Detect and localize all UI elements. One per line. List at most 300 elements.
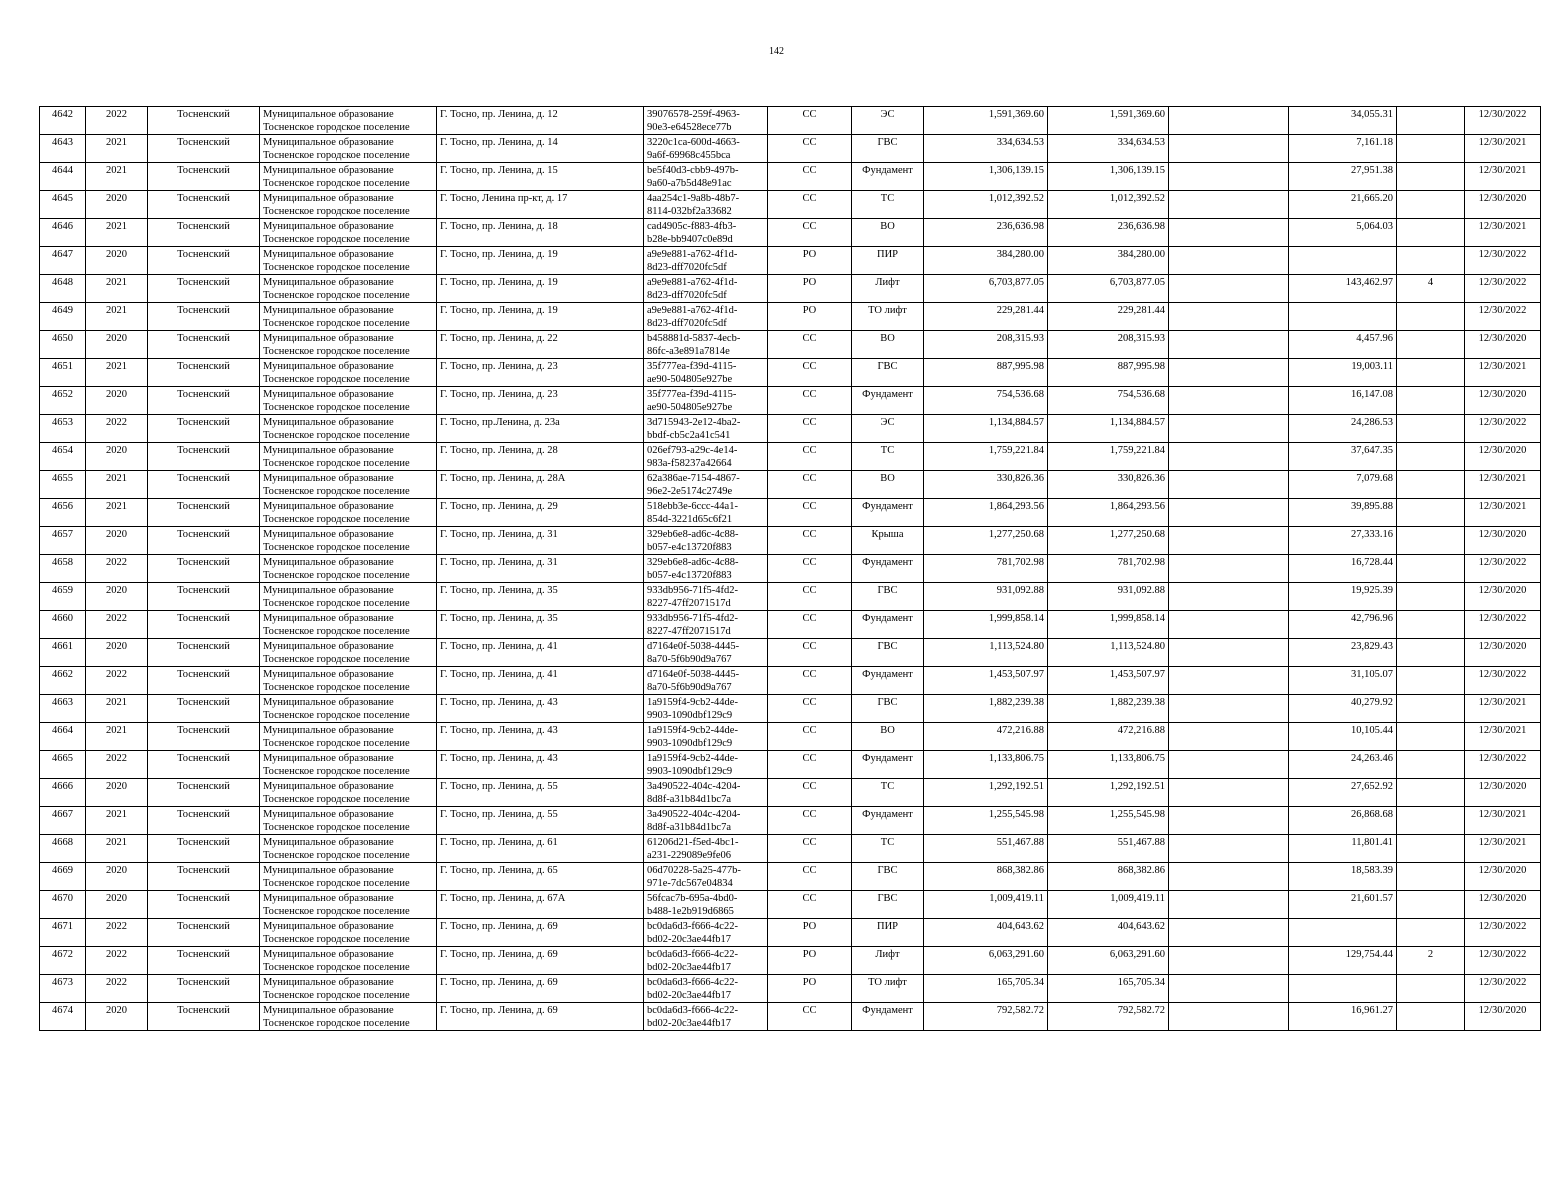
cell-count [1397,359,1465,387]
cell-work-type: Фундамент [852,499,924,527]
registry-table [39,106,1541,1031]
cell-work-type: ТС [852,835,924,863]
cell-sum-other [1169,695,1289,723]
cell-work-type: ЭС [852,107,924,135]
table-row [40,247,1541,275]
cell-municipality-line: Муниципальное образование [263,361,394,372]
cell-sum-other [1169,247,1289,275]
cell-municipality-line: Муниципальное образование [263,697,394,708]
cell-guid [644,891,768,919]
cell-sum-extra: 27,333.16 [1289,527,1397,555]
cell-municipality-line: Муниципальное образование [263,333,394,344]
cell-address: Г. Тосно, пр. Ленина, д. 28А [437,471,644,499]
cell-sum-total: 1,306,139.15 [924,163,1048,191]
cell-sum-other [1169,611,1289,639]
cell-sum-total: 236,636.98 [924,219,1048,247]
cell-guid-line: bc0da6d3-f666-4c22- [647,977,738,988]
cell-sum-other [1169,891,1289,919]
cell-sum-total: 1,882,239.38 [924,695,1048,723]
cell-guid-line: 3a490522-404c-4204- [647,809,741,820]
cell-district: Тосненский [148,527,260,555]
cell-sum-other [1169,667,1289,695]
cell-municipality-line: Муниципальное образование [263,921,394,932]
cell-guid-line: 06d70228-5a25-477b- [647,865,741,876]
cell-year: 2022 [86,555,148,583]
cell-guid-line: 4aa254c1-9a8b-48b7- [647,193,740,204]
cell-sum-fund: 887,995.98 [1048,359,1169,387]
cell-municipality-line: Тосненское городское поселение [263,682,410,693]
cell-source: СС [768,191,852,219]
cell-district: Тосненский [148,275,260,303]
cell-number: 4662 [40,667,86,695]
cell-address: Г. Тосно, пр. Ленина, д. 19 [437,275,644,303]
cell-date: 12/30/2020 [1465,891,1541,919]
cell-guid-line: 329eb6e8-ad6c-4c88- [647,557,739,568]
cell-sum-total: 1,453,507.97 [924,667,1048,695]
cell-sum-total: 1,012,392.52 [924,191,1048,219]
cell-guid [644,723,768,751]
cell-sum-fund: 330,826.36 [1048,471,1169,499]
cell-sum-other [1169,975,1289,1003]
cell-municipality-line: Муниципальное образование [263,305,394,316]
cell-count [1397,219,1465,247]
cell-work-type: Фундамент [852,387,924,415]
cell-municipality [260,443,437,471]
cell-date: 12/30/2020 [1465,639,1541,667]
cell-guid-line: 86fc-a3e891a7814e [647,346,730,357]
cell-address: Г. Тосно, пр. Ленина, д. 69 [437,975,644,1003]
cell-municipality-line: Муниципальное образование [263,725,394,736]
cell-sum-total: 1,133,806.75 [924,751,1048,779]
cell-municipality-line: Тосненское городское поселение [263,710,410,721]
cell-sum-total: 551,467.88 [924,835,1048,863]
cell-sum-other [1169,331,1289,359]
cell-municipality-line: Тосненское городское поселение [263,850,410,861]
cell-municipality-line: Тосненское городское поселение [263,1018,410,1029]
cell-municipality [260,247,437,275]
cell-count [1397,527,1465,555]
cell-address: Г. Тосно, пр. Ленина, д. 35 [437,611,644,639]
cell-sum-fund: 1,277,250.68 [1048,527,1169,555]
cell-date: 12/30/2021 [1465,723,1541,751]
cell-district: Тосненский [148,667,260,695]
cell-work-type: Крыша [852,527,924,555]
cell-guid-line: 329eb6e8-ad6c-4c88- [647,529,739,540]
cell-sum-extra: 5,064.03 [1289,219,1397,247]
cell-number: 4670 [40,891,86,919]
cell-date: 12/30/2022 [1465,667,1541,695]
cell-sum-total: 868,382.86 [924,863,1048,891]
cell-sum-extra: 143,462.97 [1289,275,1397,303]
table-row [40,723,1541,751]
cell-date: 12/30/2020 [1465,331,1541,359]
cell-sum-total: 887,995.98 [924,359,1048,387]
cell-municipality-line: Тосненское городское поселение [263,150,410,161]
cell-guid-line: 9903-1090dbf129c9 [647,710,733,721]
cell-municipality-line: Тосненское городское поселение [263,318,410,329]
cell-source: СС [768,779,852,807]
cell-municipality-line: Тосненское городское поселение [263,654,410,665]
cell-source: РО [768,303,852,331]
cell-guid [644,107,768,135]
cell-number: 4661 [40,639,86,667]
cell-sum-extra: 7,079.68 [1289,471,1397,499]
cell-number: 4644 [40,163,86,191]
cell-guid-line: 3d715943-2e12-4ba2- [647,417,741,428]
table-row [40,387,1541,415]
cell-sum-extra: 21,601.57 [1289,891,1397,919]
cell-municipality [260,387,437,415]
cell-address: Г. Тосно, пр. Ленина, д. 41 [437,667,644,695]
cell-number: 4653 [40,415,86,443]
cell-municipality-line: Муниципальное образование [263,893,394,904]
cell-guid-line: bbdf-cb5c2a41c541 [647,430,731,441]
cell-guid [644,555,768,583]
cell-sum-other [1169,1003,1289,1031]
cell-sum-extra: 10,105.44 [1289,723,1397,751]
cell-sum-total: 1,009,419.11 [924,891,1048,919]
cell-guid [644,835,768,863]
cell-district: Тосненский [148,443,260,471]
cell-guid-line: b488-1e2b919d6865 [647,906,734,917]
cell-guid [644,639,768,667]
cell-district: Тосненский [148,583,260,611]
cell-district: Тосненский [148,471,260,499]
cell-number: 4651 [40,359,86,387]
table-row [40,863,1541,891]
cell-sum-extra [1289,303,1397,331]
cell-guid-line: d7164e0f-5038-4445- [647,641,740,652]
cell-municipality-line: Муниципальное образование [263,249,394,260]
cell-municipality-line: Муниципальное образование [263,753,394,764]
cell-number: 4656 [40,499,86,527]
cell-year: 2022 [86,415,148,443]
cell-year: 2020 [86,387,148,415]
cell-number: 4660 [40,611,86,639]
cell-sum-total: 931,092.88 [924,583,1048,611]
cell-guid-line: 983a-f58237a42664 [647,458,732,469]
cell-guid-line: 854d-3221d65c6f21 [647,514,733,525]
cell-count [1397,779,1465,807]
cell-source: СС [768,807,852,835]
cell-municipality [260,107,437,135]
cell-number: 4667 [40,807,86,835]
cell-work-type: ГВС [852,639,924,667]
cell-count [1397,667,1465,695]
cell-sum-extra: 16,728.44 [1289,555,1397,583]
cell-number: 4671 [40,919,86,947]
cell-year: 2020 [86,583,148,611]
table-row [40,807,1541,835]
cell-work-type: ВО [852,331,924,359]
cell-number: 4664 [40,723,86,751]
table-row [40,415,1541,443]
cell-source: СС [768,723,852,751]
table-row [40,359,1541,387]
cell-district: Тосненский [148,191,260,219]
cell-sum-extra: 27,951.38 [1289,163,1397,191]
cell-district: Тосненский [148,387,260,415]
cell-year: 2020 [86,191,148,219]
cell-count [1397,387,1465,415]
cell-source: СС [768,219,852,247]
cell-municipality [260,555,437,583]
cell-sum-fund: 868,382.86 [1048,863,1169,891]
cell-municipality [260,527,437,555]
table-row [40,891,1541,919]
cell-sum-extra: 19,925.39 [1289,583,1397,611]
cell-source: СС [768,667,852,695]
cell-guid-line: cad4905c-f883-4fb3- [647,221,737,232]
cell-address: Г. Тосно, пр. Ленина, д. 22 [437,331,644,359]
cell-sum-extra: 18,583.39 [1289,863,1397,891]
cell-guid-line: bc0da6d3-f666-4c22- [647,1005,738,1016]
cell-municipality [260,751,437,779]
cell-municipality-line: Тосненское городское поселение [263,570,410,581]
cell-guid-line: bd02-20c3ae44fb17 [647,962,731,973]
cell-district: Тосненский [148,163,260,191]
cell-guid-line: 1a9159f4-9cb2-44de- [647,753,738,764]
cell-municipality-line: Муниципальное образование [263,585,394,596]
cell-year: 2020 [86,527,148,555]
cell-address: Г. Тосно, пр. Ленина, д. 65 [437,863,644,891]
cell-year: 2020 [86,331,148,359]
table-row [40,639,1541,667]
cell-year: 2021 [86,471,148,499]
cell-address: Г. Тосно, пр. Ленина, д. 43 [437,723,644,751]
cell-address: Г. Тосно, пр.Ленина, д. 23а [437,415,644,443]
cell-date: 12/30/2021 [1465,135,1541,163]
cell-date: 12/30/2021 [1465,359,1541,387]
cell-address: Г. Тосно, пр. Ленина, д. 29 [437,499,644,527]
cell-municipality-line: Тосненское городское поселение [263,402,410,413]
cell-sum-other [1169,499,1289,527]
cell-count [1397,975,1465,1003]
cell-municipality-line: Муниципальное образование [263,165,394,176]
cell-address: Г. Тосно, пр. Ленина, д. 12 [437,107,644,135]
cell-count [1397,303,1465,331]
cell-sum-other [1169,639,1289,667]
cell-address: Г. Тосно, пр. Ленина, д. 18 [437,219,644,247]
cell-date: 12/30/2021 [1465,807,1541,835]
cell-count [1397,107,1465,135]
cell-municipality [260,919,437,947]
cell-municipality [260,667,437,695]
cell-guid-line: 8227-47ff2071517d [647,626,731,637]
cell-source: СС [768,863,852,891]
cell-date: 12/30/2021 [1465,219,1541,247]
cell-source: СС [768,891,852,919]
cell-work-type: ПИР [852,247,924,275]
cell-sum-total: 1,292,192.51 [924,779,1048,807]
cell-municipality [260,807,437,835]
table-row [40,695,1541,723]
cell-guid [644,1003,768,1031]
cell-municipality [260,331,437,359]
cell-guid [644,611,768,639]
cell-municipality-line: Муниципальное образование [263,1005,394,1016]
cell-address: Г. Тосно, пр. Ленина, д. 23 [437,387,644,415]
cell-count [1397,499,1465,527]
cell-date: 12/30/2022 [1465,751,1541,779]
cell-guid [644,219,768,247]
cell-work-type: Лифт [852,275,924,303]
cell-district: Тосненский [148,639,260,667]
cell-count [1397,807,1465,835]
cell-source: СС [768,331,852,359]
cell-year: 2021 [86,835,148,863]
cell-sum-extra: 23,829.43 [1289,639,1397,667]
cell-sum-fund: 1,591,369.60 [1048,107,1169,135]
cell-date: 12/30/2020 [1465,863,1541,891]
cell-district: Тосненский [148,751,260,779]
table-row [40,835,1541,863]
cell-sum-other [1169,107,1289,135]
cell-address: Г. Тосно, пр. Ленина, д. 31 [437,527,644,555]
cell-municipality-line: Муниципальное образование [263,641,394,652]
cell-work-type: ТО лифт [852,303,924,331]
cell-district: Тосненский [148,331,260,359]
cell-district: Тосненский [148,975,260,1003]
cell-sum-total: 229,281.44 [924,303,1048,331]
cell-guid-line: 8227-47ff2071517d [647,598,731,609]
cell-sum-extra: 37,647.35 [1289,443,1397,471]
cell-sum-total: 1,277,250.68 [924,527,1048,555]
cell-guid [644,975,768,1003]
cell-guid [644,359,768,387]
cell-year: 2021 [86,499,148,527]
cell-sum-other [1169,919,1289,947]
cell-guid-line: 8d23-dff7020fc5df [647,318,727,329]
cell-date: 12/30/2020 [1465,191,1541,219]
table-row [40,555,1541,583]
cell-source: СС [768,611,852,639]
cell-guid-line: 35f777ea-f39d-4115- [647,361,737,372]
cell-sum-extra: 26,868.68 [1289,807,1397,835]
cell-municipality [260,695,437,723]
cell-guid-line: 1a9159f4-9cb2-44de- [647,697,738,708]
cell-sum-fund: 931,092.88 [1048,583,1169,611]
cell-year: 2020 [86,779,148,807]
cell-municipality [260,191,437,219]
cell-source: РО [768,275,852,303]
cell-number: 4643 [40,135,86,163]
cell-district: Тосненский [148,107,260,135]
cell-number: 4674 [40,1003,86,1031]
cell-work-type: ВО [852,219,924,247]
table-row [40,667,1541,695]
cell-count [1397,415,1465,443]
cell-guid-line: 90e3-e64528ece77b [647,122,732,133]
cell-municipality-line: Тосненское городское поселение [263,206,410,217]
cell-sum-other [1169,555,1289,583]
cell-sum-fund: 1,009,419.11 [1048,891,1169,919]
cell-municipality-line: Тосненское городское поселение [263,906,410,917]
cell-year: 2020 [86,443,148,471]
cell-sum-total: 1,255,545.98 [924,807,1048,835]
cell-sum-extra [1289,919,1397,947]
cell-work-type: ТС [852,191,924,219]
cell-date: 12/30/2022 [1465,415,1541,443]
cell-source: СС [768,415,852,443]
cell-district: Тосненский [148,919,260,947]
cell-sum-fund: 792,582.72 [1048,1003,1169,1031]
cell-sum-other [1169,415,1289,443]
cell-number: 4672 [40,947,86,975]
cell-sum-fund: 551,467.88 [1048,835,1169,863]
cell-count [1397,835,1465,863]
cell-guid-line: b057-e4c13720f883 [647,570,732,581]
cell-work-type: ТО лифт [852,975,924,1003]
cell-address: Г. Тосно, пр. Ленина, д. 41 [437,639,644,667]
cell-district: Тосненский [148,415,260,443]
cell-address: Г. Тосно, пр. Ленина, д. 31 [437,555,644,583]
cell-address: Г. Тосно, пр. Ленина, д. 19 [437,247,644,275]
cell-district: Тосненский [148,247,260,275]
cell-source: РО [768,975,852,1003]
cell-year: 2022 [86,947,148,975]
cell-guid-line: 61206d21-f5ed-4bc1- [647,837,739,848]
cell-count [1397,583,1465,611]
cell-year: 2022 [86,667,148,695]
cell-year: 2022 [86,107,148,135]
cell-year: 2020 [86,247,148,275]
cell-guid-line: ae90-504805e927be [647,374,733,385]
cell-municipality-line: Тосненское городское поселение [263,738,410,749]
cell-guid [644,415,768,443]
cell-year: 2021 [86,275,148,303]
cell-sum-other [1169,359,1289,387]
cell-guid [644,191,768,219]
cell-address: Г. Тосно, пр. Ленина, д. 55 [437,807,644,835]
cell-sum-total: 6,063,291.60 [924,947,1048,975]
table-row [40,751,1541,779]
cell-work-type: ТС [852,779,924,807]
cell-municipality [260,359,437,387]
cell-municipality-line: Муниципальное образование [263,837,394,848]
cell-guid-line: 8a70-5f6b90d9a767 [647,682,732,693]
cell-sum-fund: 1,113,524.80 [1048,639,1169,667]
cell-municipality-line: Муниципальное образование [263,501,394,512]
cell-guid-line: bc0da6d3-f666-4c22- [647,921,738,932]
cell-municipality-line: Тосненское городское поселение [263,458,410,469]
cell-municipality [260,275,437,303]
cell-municipality [260,219,437,247]
cell-work-type: ГВС [852,863,924,891]
cell-municipality [260,947,437,975]
cell-number: 4663 [40,695,86,723]
cell-guid-line: b28e-bb9407c0e89d [647,234,733,245]
cell-year: 2022 [86,611,148,639]
cell-number: 4665 [40,751,86,779]
cell-district: Тосненский [148,723,260,751]
cell-municipality-line: Муниципальное образование [263,109,394,120]
cell-municipality [260,835,437,863]
cell-sum-fund: 404,643.62 [1048,919,1169,947]
cell-guid [644,695,768,723]
cell-guid-line: 8d8f-a31b84d1bc7a [647,822,731,833]
cell-work-type: Фундамент [852,163,924,191]
cell-district: Тосненский [148,891,260,919]
cell-municipality [260,415,437,443]
cell-sum-other [1169,219,1289,247]
cell-date: 12/30/2022 [1465,247,1541,275]
cell-district: Тосненский [148,947,260,975]
cell-municipality-line: Муниципальное образование [263,949,394,960]
cell-year: 2021 [86,163,148,191]
cell-work-type: ГВС [852,891,924,919]
cell-year: 2020 [86,639,148,667]
